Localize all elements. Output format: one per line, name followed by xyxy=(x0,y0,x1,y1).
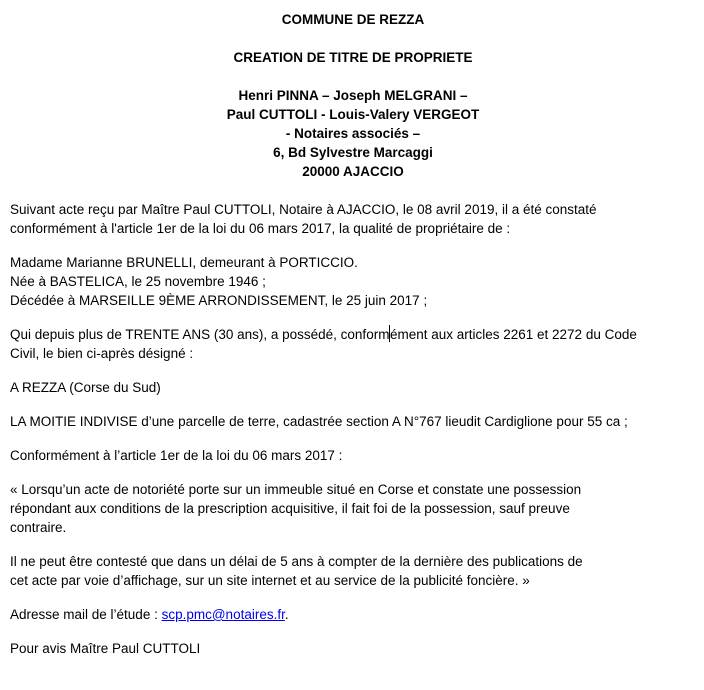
text-line: cet acte par voie d’affichage, sur un site internet et au service de la publicité foncière. » xyxy=(10,573,530,588)
blank-line xyxy=(10,29,696,48)
text-line: Il ne peut être contesté que dans un délai de 5 ans à compter de la dernière des publications de xyxy=(10,554,583,569)
text-line: répondant aux conditions de la prescription acquisitive, il fait foi de la possession, sauf preuve xyxy=(10,501,570,516)
text-line: Suivant acte reçu par Maître Paul CUTTOLI, Notaire à AJACCIO, le 08 avril 2019, il a été constaté xyxy=(10,202,597,217)
text-line: A REZZA (Corse du Sud) xyxy=(10,380,161,395)
document-body xyxy=(10,200,696,658)
blank-line xyxy=(10,67,696,86)
paragraph-closing xyxy=(10,639,696,658)
paragraph-possession xyxy=(10,325,696,363)
paragraph-law-reference xyxy=(10,446,696,465)
text-line: conformément à l'article 1er de la loi du 06 mars 2017, la qualité de propriétaire de : xyxy=(10,221,511,236)
paragraph-parcel-description xyxy=(10,412,696,431)
text-line: Civil, le bien ci-après désigné : xyxy=(10,346,194,361)
paragraph-quote-part1 xyxy=(10,480,696,537)
paragraph-email xyxy=(10,605,696,624)
text-line: contraire. xyxy=(10,520,67,535)
notary-names-line-1: Henri PINNA – Joseph MELGRANI – xyxy=(238,88,468,103)
text-line: LA MOITIE INDIVISE d’une parcelle de terre, cadastrée section A N°767 lieudit Cardiglione pour 55 ca ; xyxy=(10,414,628,429)
email-suffix: . xyxy=(284,607,289,622)
email-label: Adresse mail de l’étude : xyxy=(10,607,162,622)
text-line: Madame Marianne BRUNELLI, demeurant à PORTICCIO. xyxy=(10,255,358,270)
email-link[interactable]: scp.pmc@notaires.fr xyxy=(161,607,285,622)
office-address-street: 6, Bd Sylvestre Marcaggi xyxy=(273,145,433,160)
paragraph-commune-location xyxy=(10,378,696,397)
document-title: CREATION DE TITRE DE PROPRIETE xyxy=(233,50,473,65)
commune-title: COMMUNE DE REZZA xyxy=(281,12,425,27)
text-line: Conformément à l’article 1er de la loi du 06 mars 2017 : xyxy=(10,448,343,463)
text-line xyxy=(10,325,696,344)
closing-text: Pour avis Maître Paul CUTTOLI xyxy=(10,641,201,656)
text-line: Née à BASTELICA, le 25 novembre 1946 ; xyxy=(10,274,266,289)
notary-names-line-2: Paul CUTTOLI - Louis-Valery VERGEOT xyxy=(226,107,480,122)
notaries-associes-line: - Notaires associés – xyxy=(285,126,421,141)
text-line: Décédée à MARSEILLE 9ÈME ARRONDISSEMENT, le 25 juin 2017 ; xyxy=(10,293,428,308)
office-address-city: 20000 AJACCIO xyxy=(302,164,404,179)
text-line: « Lorsqu’un acte de notoriété porte sur un immeuble situé en Corse et constate une possession xyxy=(10,482,582,497)
document-header xyxy=(10,10,696,181)
text-segment: ément aux articles 2261 et 2272 du Code xyxy=(389,327,637,342)
paragraph-intro xyxy=(10,200,696,238)
paragraph-deceased-owner xyxy=(10,253,696,310)
paragraph-quote-part2 xyxy=(10,552,696,590)
text-segment: Qui depuis plus de TRENTE ANS (30 ans), a possédé, conform xyxy=(10,327,390,342)
text-line xyxy=(10,605,696,624)
